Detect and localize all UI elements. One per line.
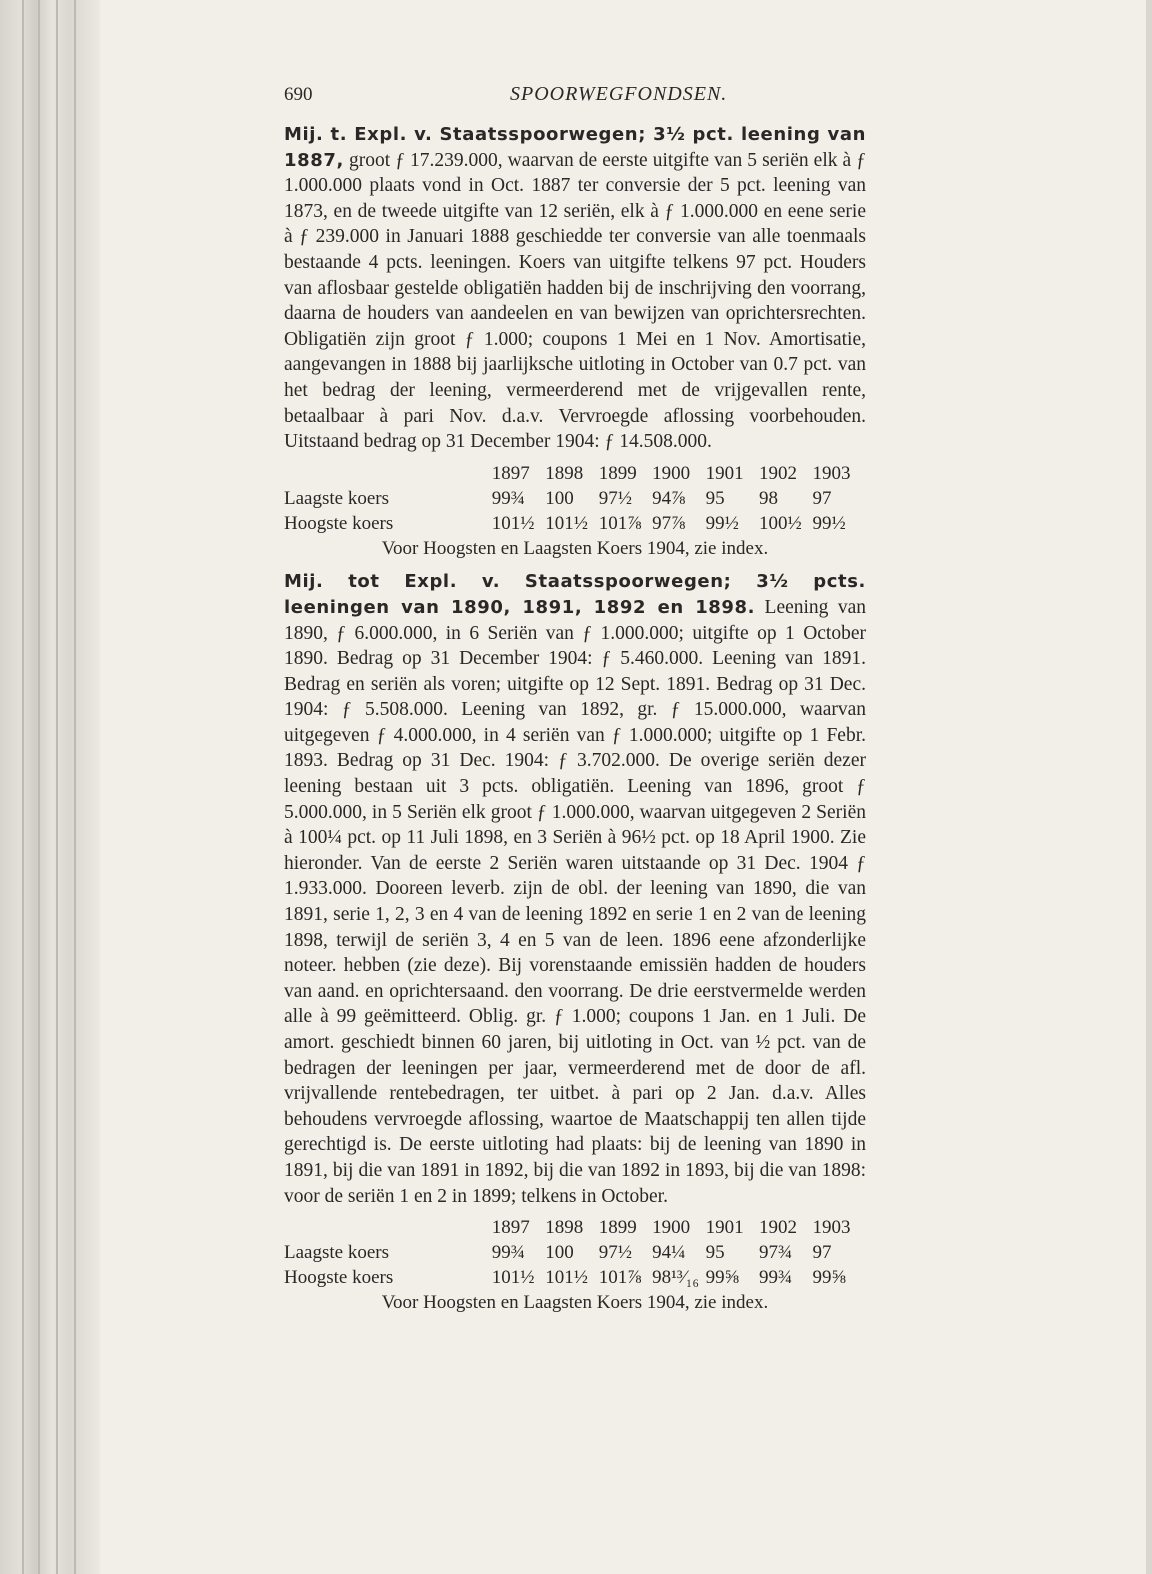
koers-cell: 94⅞ xyxy=(652,487,686,509)
year-cell: 1902 xyxy=(759,462,798,484)
koers-cell: 99½ xyxy=(812,512,846,534)
koers-cell: 101⅞ xyxy=(598,512,642,534)
year-cell: 1898 xyxy=(545,462,584,484)
table-row-hoogste xyxy=(284,511,866,536)
year-header-row xyxy=(284,1215,866,1240)
koers-cell: 101⅞ xyxy=(598,1267,642,1289)
entry-1 xyxy=(284,122,866,455)
koers-cell: 95 xyxy=(705,487,725,509)
koers-cell: 100½ xyxy=(759,512,802,534)
koers-cell: 99⅝ xyxy=(812,1267,846,1289)
koers-cell: 101½ xyxy=(491,512,535,534)
entry-1-heading: Mij. t. Expl. v. Staatsspoorwegen; 3½ pct. leening van 1887, xyxy=(284,124,866,171)
koers-cell: 99¾ xyxy=(491,487,526,509)
koers-cell: 97¾ xyxy=(759,1242,793,1264)
koers-cell: 99⅝ xyxy=(705,1267,739,1289)
table-row-laagste xyxy=(284,486,866,511)
year-header-row xyxy=(284,461,866,486)
year-cell: 1901 xyxy=(705,1217,744,1239)
koers-cell: 97½ xyxy=(598,1242,632,1264)
running-head xyxy=(284,82,866,122)
koers-cell: 99¾ xyxy=(491,1242,526,1264)
table-row-hoogste xyxy=(284,1265,866,1290)
koers-cell: 101½ xyxy=(545,1267,588,1289)
koers-cell: 101½ xyxy=(491,1267,535,1289)
year-cell: 1898 xyxy=(545,1217,584,1239)
index-note-2: Voor Hoogsten en Laagsten Koers 1904, zie index. xyxy=(381,1292,769,1314)
koers-cell: 99¾ xyxy=(759,1267,793,1289)
row-label: Laagste koers xyxy=(284,487,389,509)
row-label: Laagste koers xyxy=(284,1242,389,1264)
year-cell: 1900 xyxy=(652,1217,691,1239)
year-cell: 1901 xyxy=(705,462,744,484)
koers-cell: 94¼ xyxy=(652,1242,686,1264)
page-body xyxy=(284,82,866,1324)
year-cell: 1900 xyxy=(652,462,691,484)
index-note-1: Voor Hoogsten en Laagsten Koers 1904, zie index. xyxy=(381,537,769,559)
running-title: SPOORWEGFONDSEN. xyxy=(510,83,728,105)
koers-cell: 100 xyxy=(545,487,574,509)
page-number: 690 xyxy=(284,84,313,105)
koers-cell: 97⅞ xyxy=(652,512,686,534)
koers-cell: 97 xyxy=(812,487,832,509)
page-edge xyxy=(1146,0,1152,1574)
koers-cell: 100 xyxy=(545,1242,574,1264)
binding-gutter xyxy=(0,0,100,1574)
year-cell: 1903 xyxy=(812,1217,851,1239)
koers-cell: 98 xyxy=(759,487,779,509)
year-cell: 1897 xyxy=(491,462,530,484)
koers-cell: 97 xyxy=(812,1242,832,1264)
entry-2 xyxy=(284,569,866,1209)
entry-1-text: groot ƒ 17.239.000, waarvan de eerste uitgifte van 5 seriën elk à ƒ 1.000.000 plaats vond in Oct. 1887 ter conversie der 5 pct. leening van 1873, en de tweede uitgifte van 12 seriën, elk à ƒ 1.000.000 en eene serie à ƒ 239.000 in Januari 1888 geschiedde ter conversie van alle toenmaals bestaande 4 pcts. leeningen. Koers van uitgifte telkens 97 pct. Houders van aflosbaar gestelde obligatiën hadden bij de inschrijving den voorrang, daarna de houders van aandeelen en van bewijzen van oprichtersrechten. Obligatiën zijn groot ƒ 1.000; coupons 1 Mei en 1 Nov. Amortisatie, aangevangen in 1888 bij jaarlijksche uitloting in October van 0.7 pct. van het bedrag der leening, vermeerderend met de vrijgevallen rente, betaalbaar à pari Nov. d.a.v. Vervroegde aflossing voorbehouden. Uitstaand bedrag op 31 December 1904: ƒ 14.508.000. xyxy=(284,149,866,453)
koers-cell: 101½ xyxy=(545,512,588,534)
entry-2-text: Leening van 1890, ƒ 6.000.000, in 6 Seriën van ƒ 1.000.000; uitgifte op 1 October 1890. Bedrag op 31 December 1904: ƒ 5.460.000. Leening van 1891. Bedrag en seriën als voren; uitgifte op 12 Sept. 1891. Bedrag op 31 Dec. 1904: ƒ 5.508.000. Leening van 1892, gr. ƒ 15.000.000, waarvan uitgegeven ƒ 4.000.000, in 4 seriën van ƒ 1.000.000; uitgifte op 1 Febr. 1893. Bedrag op 31 Dec. 1904: ƒ 3.702.000. De overige seriën dezer leening bestaan uit 3 pcts. obligatiën. Leening van 1896, groot ƒ 5.000.000, in 5 Seriën elk groot ƒ 1.000.000, waarvan uitgegeven 2 Seriën à 100¼ pct. op 11 Juli 1898, en 3 Seriën à 96½ pct. op 18 April 1900. Zie hieronder. Van de eerste 2 Seriën waren uitstaande op 31 Dec. 1904 ƒ 1.933.000. Dooreen leverb. zijn de obl. der leening van 1890, die van 1891, serie 1, 2, 3 en 4 van de leening 1892 en serie 1 en 2 van de leening 1898, terwijl de seriën 3, 4 en 5 van de leen. 1896 eene afzonderlijke noteer. hebben (zie deze). Bij vorenstaande emissiën hadden de houders van aand. en oprichtersaand. den voorrang. De drie eerstvermelde werden alle à 99 geëmitteerd. Oblig. gr. ƒ 1.000; coupons 1 Jan. en 1 Juli. De amort. geschiedt binnen 60 jaren, bij uitloting in Oct. van ½ pct. van de bedragen der leeningen per jaar, vermeerderend met de door de afl. vrijvallende rentebedragen, ter uitbet. à pari op 2 Jan. d.a.v. Alles behoudens vervroegde aflossing, waartoe de Maatschappij ten allen tijde gerechtigd is. De eerste uitloting had plaats: bij de leening van 1890 in 1891, bij die van 1891 in 1892, bij die van 1892 in 1893, bij die van 1898: voor de seriën 1 en 2 in 1899; telkens in October. xyxy=(284,596,867,1207)
year-cell: 1899 xyxy=(598,462,637,484)
koers-cell: 98¹³⁄₁₆ xyxy=(652,1267,699,1289)
year-cell: 1899 xyxy=(598,1217,637,1239)
koers-cell: 99½ xyxy=(705,512,739,534)
koers-table-1 xyxy=(284,461,866,536)
entry-2-heading: Mij. tot Expl. v. Staatsspoorwegen; 3½ pcts. leeningen van 1890, 1891, 1892 en 1898. xyxy=(284,571,866,618)
year-cell: 1897 xyxy=(491,1217,530,1239)
row-label: Hoogste koers xyxy=(284,1267,394,1289)
row-label: Hoogste koers xyxy=(284,512,394,534)
year-cell: 1903 xyxy=(812,462,851,484)
table-row-laagste xyxy=(284,1240,866,1265)
koers-cell: 97½ xyxy=(598,487,632,509)
year-cell: 1902 xyxy=(759,1217,798,1239)
koers-cell: 95 xyxy=(705,1242,725,1264)
koers-table-2 xyxy=(284,1215,866,1290)
